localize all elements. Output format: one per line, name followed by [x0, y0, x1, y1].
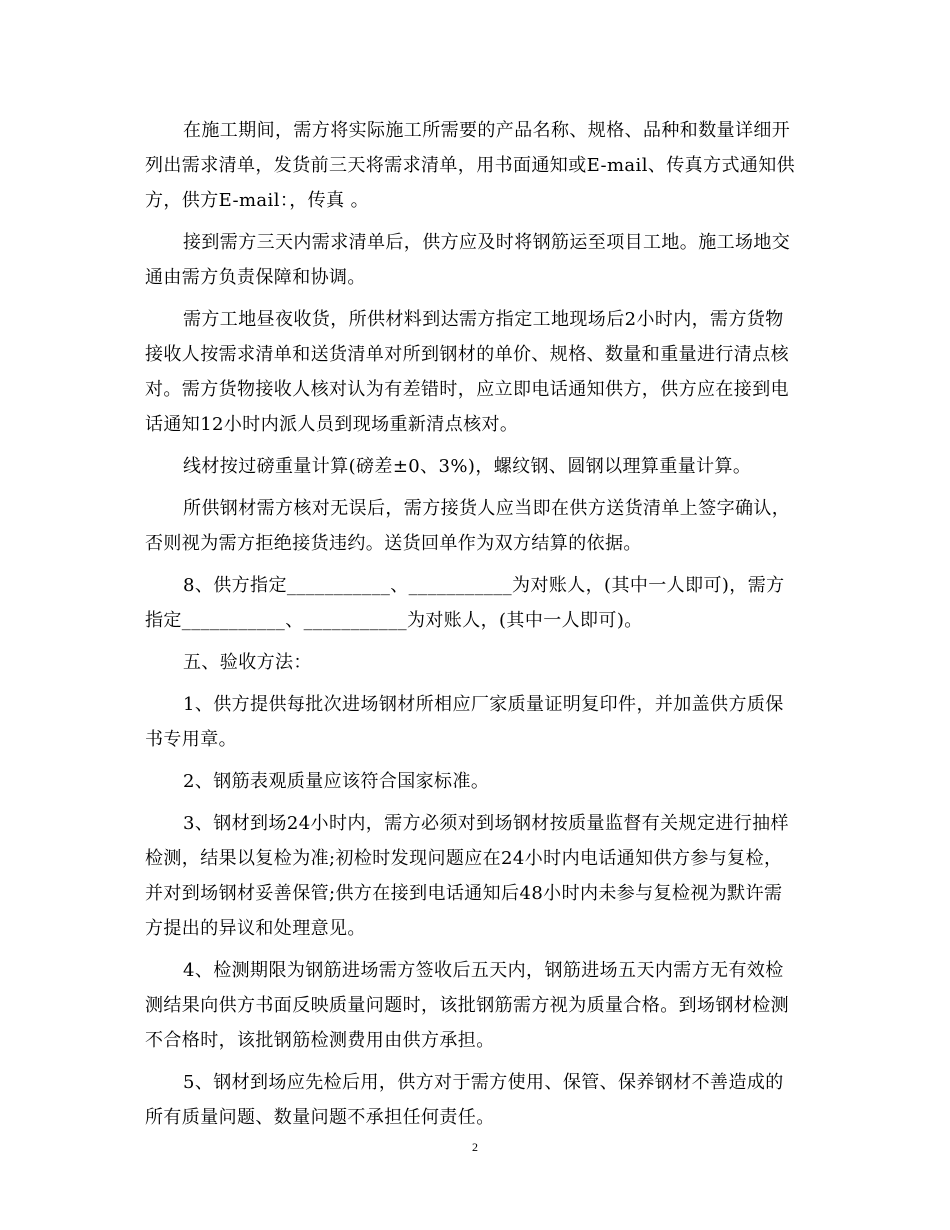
text-line: 书专用章。 — [145, 729, 237, 750]
paragraph-demand-list — [145, 113, 805, 218]
paragraph-item-5 — [145, 1065, 805, 1135]
text-line: 否则视为需方拒绝接货违约。送货回单作为双方结算的依据。 — [145, 533, 642, 554]
paragraph-delivery — [145, 225, 805, 295]
text-line: 话通知12小时内派人员到现场重新清点核对。 — [145, 414, 519, 435]
text-line: 所供钢材需方核对无误后，需方接货人应当即在供方送货清单上签字确认， — [183, 498, 791, 519]
text-line: 所有质量问题、数量问题不承担任何责任。 — [145, 1107, 495, 1128]
text-line: 检测，结果以复检为准;初检时发现问题应在24小时内电话通知供方参与复检， — [145, 848, 783, 869]
paragraph-item-4 — [145, 953, 805, 1058]
text-line: 测结果向供方书面反映质量问题时，该批钢筋需方视为质量合格。到场钢材检测 — [145, 995, 789, 1016]
text-line: 接收人按需求清单和送货清单对所到钢材的单价、规格、数量和重量进行清点核 — [145, 344, 789, 365]
text-line: 8、供方指定___________、___________为对账人，(其中一人即可)，需方 — [183, 575, 785, 596]
text-line: 方提出的异议和处理意见。 — [145, 918, 366, 939]
page-number: 2 — [472, 1140, 478, 1154]
text-line: 接到需方三天内需求清单后，供方应及时将钢筋运至项目工地。施工场地交 — [183, 232, 791, 253]
text-line: 2、钢筋表观质量应该符合国家标准。 — [183, 771, 490, 792]
paragraph-item-3 — [145, 806, 805, 946]
text-line: 指定___________、___________为对账人，(其中一人即可)。 — [145, 610, 643, 631]
paragraph-weight-calc — [145, 449, 805, 484]
text-line: 线材按过磅重量计算(磅差±0、3%)，螺纹钢、圆钢以理算重量计算。 — [183, 456, 752, 477]
text-line: 五、验收方法： — [183, 652, 312, 673]
text-line: 不合格时，该批钢筋检测费用由供方承担。 — [145, 1030, 495, 1051]
paragraph-item-2 — [145, 764, 805, 799]
paragraph-receiving — [145, 302, 805, 442]
text-line: 1、供方提供每批次进场钢材所相应厂家质量证明复印件，并加盖供方质保 — [183, 694, 784, 715]
text-line: 4、检测期限为钢筋进场需方签收后五天内，钢筋进场五天内需方无有效检 — [183, 960, 784, 981]
text-line: 通由需方负责保障和协调。 — [145, 267, 366, 288]
paragraph-reconciler — [145, 568, 805, 638]
section-heading-acceptance — [145, 645, 805, 680]
text-line: 对。需方货物接收人核对认为有差错时，应立即电话通知供方，供方应在接到电 — [145, 379, 789, 400]
paragraph-item-1 — [145, 687, 805, 757]
paragraph-sign-confirm — [145, 491, 805, 561]
text-line: 方，供方E-mail：，传真 。 — [145, 190, 369, 211]
text-line: 3、钢材到场24小时内，需方必须对到场钢材按质量监督有关规定进行抽样 — [183, 813, 789, 834]
text-line: 在施工期间，需方将实际施工所需要的产品名称、规格、品种和数量详细开 — [183, 120, 791, 141]
text-line: 并对到场钢材妥善保管;供方在接到电话通知后48小时内未参与复检视为默许需 — [145, 883, 783, 904]
text-line: 列出需求清单，发货前三天将需求清单，用书面通知或E-mail、传真方式通知供 — [145, 155, 796, 176]
text-line: 5、钢材到场应先检后用，供方对于需方使用、保管、保养钢材不善造成的 — [183, 1072, 784, 1093]
document-body — [145, 113, 805, 1142]
text-line: 需方工地昼夜收货，所供材料到达需方指定工地现场后2小时内，需方货物 — [183, 309, 784, 330]
